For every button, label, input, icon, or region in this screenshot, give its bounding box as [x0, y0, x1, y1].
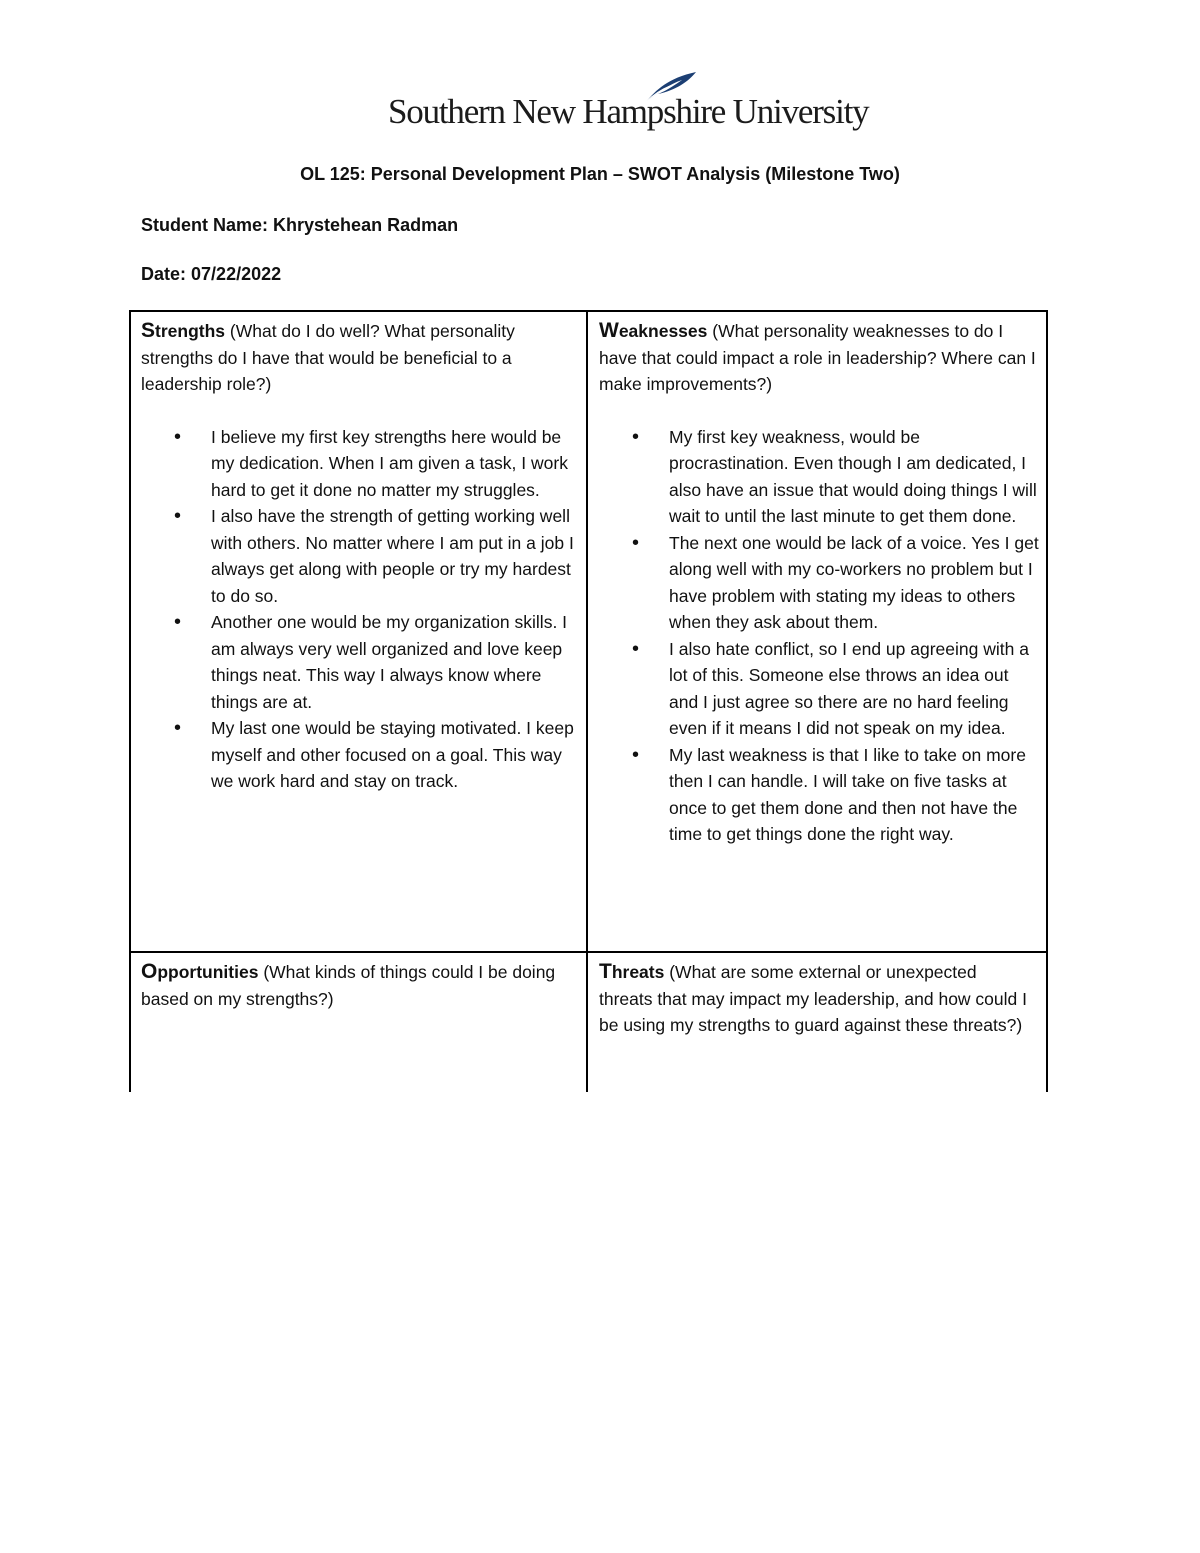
document-title: OL 125: Personal Development Plan – SWOT Analysis (Milestone Two) [300, 164, 900, 184]
strengths-heading: Strengths (What do I do well? What personality strengths do I have that would be beneficial to a leadership role?) [141, 319, 515, 394]
threats-cell [599, 959, 1029, 1039]
date-value: 07/22/2022 [191, 264, 282, 284]
weaknesses-prompt: (What personality weaknesses to do I have that could impact a role in leadership? Where can I make improvements?) [599, 321, 1036, 394]
opportunities-heading: Opportunities (What kinds of things could I be doing based on my strengths?) [141, 960, 556, 1009]
feather-icon [642, 70, 698, 104]
weaknesses-heading: Weaknesses (What personality weaknesses to do I have that could impact a role in leadership? Where can I make improvements?) [599, 319, 1036, 394]
threats-heading: Threats (What are some external or unexpected threats that may impact my leadership, and how could I be using my strengths to guard against these threats?) [599, 960, 1027, 1035]
strengths-cell [141, 318, 579, 795]
list-item: • I also hate conflict, so I end up agreeing with a lot of this. Someone else throws an idea out and I just agree so there are no hard feeling even if it means I did not speak on my idea. [599, 636, 1039, 742]
student-name-label: Student Name: [141, 215, 269, 235]
opportunities-prompt: (What kinds of things could I be doing based on my strengths?) [141, 962, 556, 1009]
list-item: • I also have the strength of getting working well with others. No matter where I am put in a job I always get along with people or try my hardest to do so. [141, 503, 579, 609]
table-right-border [1046, 310, 1048, 1092]
list-item: • My last one would be staying motivated. I keep myself and other focused on a goal. This way we work hard and stay on track. [141, 715, 579, 795]
list-item: • Another one would be my organization skills. I am always very well organized and love keep things neat. This way I always know where things are at. [141, 609, 579, 715]
threats-prompt: (What are some external or unexpected threats that may impact my leadership, and how could I be using my strengths to guard against these threats?) [599, 962, 1027, 1035]
student-name-line [141, 215, 458, 236]
university-name: Southern New Hampshire University [388, 92, 869, 131]
weaknesses-cell [599, 318, 1039, 848]
table-center-border [586, 310, 588, 1092]
list-item: • My last weakness is that I like to take on more then I can handle. I will take on five tasks at once to get them done and then not have the time to get things done the right way. [599, 742, 1039, 848]
date-label: Date: [141, 264, 187, 284]
list-item: • The next one would be lack of a voice. Yes I get along well with my co-workers no problem but I have problem with stating my ideas to others when they ask about them. [599, 530, 1039, 636]
table-left-border [129, 310, 131, 1092]
table-top-border [129, 310, 1048, 312]
strengths-prompt: (What do I do well? What personality strengths do I have that would be beneficial to a leadership role?) [141, 321, 515, 394]
weaknesses-list [599, 424, 1039, 848]
swot-table [129, 310, 1048, 1092]
list-item: • I believe my first key strengths here would be my dedication. When I am given a task, I work hard to get it done no matter my struggles. [141, 424, 579, 504]
strengths-list [141, 424, 579, 795]
university-logo [388, 70, 869, 140]
date-line [141, 264, 281, 285]
list-item: • My first key weakness, would be procrastination. Even though I am dedicated, I also have an issue that would doing things I will wait to until the last minute to get them done. [599, 424, 1039, 530]
student-name-value: Khrystehean Radman [273, 215, 459, 235]
table-middle-border [129, 951, 1048, 953]
opportunities-cell [141, 959, 571, 1012]
